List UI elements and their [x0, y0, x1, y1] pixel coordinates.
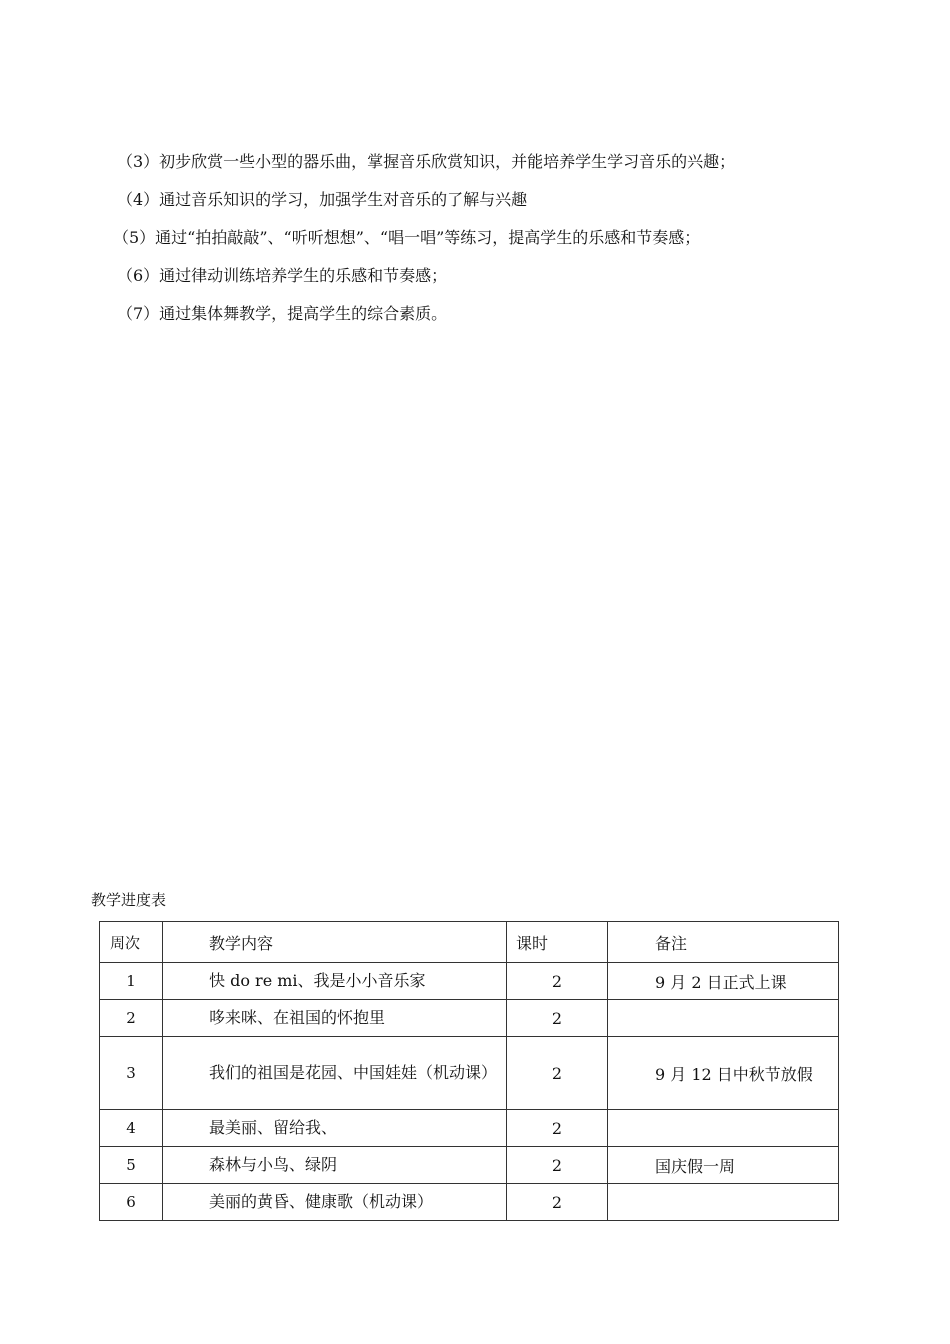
objective-item: （7）通过集体舞教学，提高学生的综合素质。 [117, 304, 448, 323]
objective-item: （4）通过音乐知识的学习，加强学生对音乐的了解与兴趣 [117, 190, 528, 209]
table-row [100, 1147, 839, 1184]
cell-note [608, 1000, 839, 1037]
cell-week: 6 [100, 1184, 163, 1221]
cell-note [608, 1184, 839, 1221]
header-content: 教学内容 [163, 922, 507, 963]
header-week: 周次 [100, 922, 163, 963]
table-caption: 教学进度表 [91, 891, 167, 909]
table-row [100, 963, 839, 1000]
cell-hours: 2 [507, 1037, 608, 1110]
cell-week: 2 [100, 1000, 163, 1037]
cell-content-text: 美丽的黄昏、健康歌（机动课） [209, 1192, 434, 1211]
objective-item: （3）初步欣赏一些小型的器乐曲，掌握音乐欣赏知识，并能培养学生学习音乐的兴趣； [117, 152, 736, 171]
objective-item: （6）通过律动训练培养学生的乐感和节奏感； [117, 266, 448, 285]
objectives-list [113, 143, 877, 333]
cell-content [163, 1037, 507, 1110]
cell-content [163, 1000, 507, 1037]
cell-hours: 2 [507, 1184, 608, 1221]
cell-hours: 2 [507, 963, 608, 1000]
cell-note: 9 月 12 日中秋节放假 [608, 1037, 839, 1110]
cell-content [163, 963, 507, 1000]
cell-content [163, 1147, 507, 1184]
cell-content-text: 我们的祖国是花园、中国娃娃（机动课） [209, 1063, 498, 1082]
table-row [100, 1037, 839, 1110]
schedule-table [99, 921, 839, 1221]
cell-content [163, 1110, 507, 1147]
cell-hours: 2 [507, 1110, 608, 1147]
header-note: 备注 [608, 922, 839, 963]
cell-content [163, 1184, 507, 1221]
table-header-row [100, 922, 839, 963]
cell-week: 1 [100, 963, 163, 1000]
cell-note: 9 月 2 日正式上课 [608, 963, 839, 1000]
cell-content-text: 最美丽、留给我、 [209, 1118, 338, 1137]
header-hours: 课时 [507, 922, 608, 963]
cell-hours: 2 [507, 1000, 608, 1037]
table-row [100, 1000, 839, 1037]
cell-hours: 2 [507, 1147, 608, 1184]
table-row [100, 1110, 839, 1147]
cell-content-text: 森林与小鸟、绿阴 [209, 1155, 338, 1174]
table-row [100, 1184, 839, 1221]
cell-content-text: 哆来咪、在祖国的怀抱里 [209, 1008, 386, 1027]
cell-note [608, 1110, 839, 1147]
objective-item: （5）通过“拍拍敲敲”、“听听想想”、“唱一唱”等练习，提高学生的乐感和节奏感； [113, 228, 701, 247]
cell-note: 国庆假一周 [608, 1147, 839, 1184]
cell-week: 5 [100, 1147, 163, 1184]
cell-content-text: 快 do re mi、我是小小音乐家 [209, 971, 426, 990]
cell-week: 3 [100, 1037, 163, 1110]
cell-week: 4 [100, 1110, 163, 1147]
